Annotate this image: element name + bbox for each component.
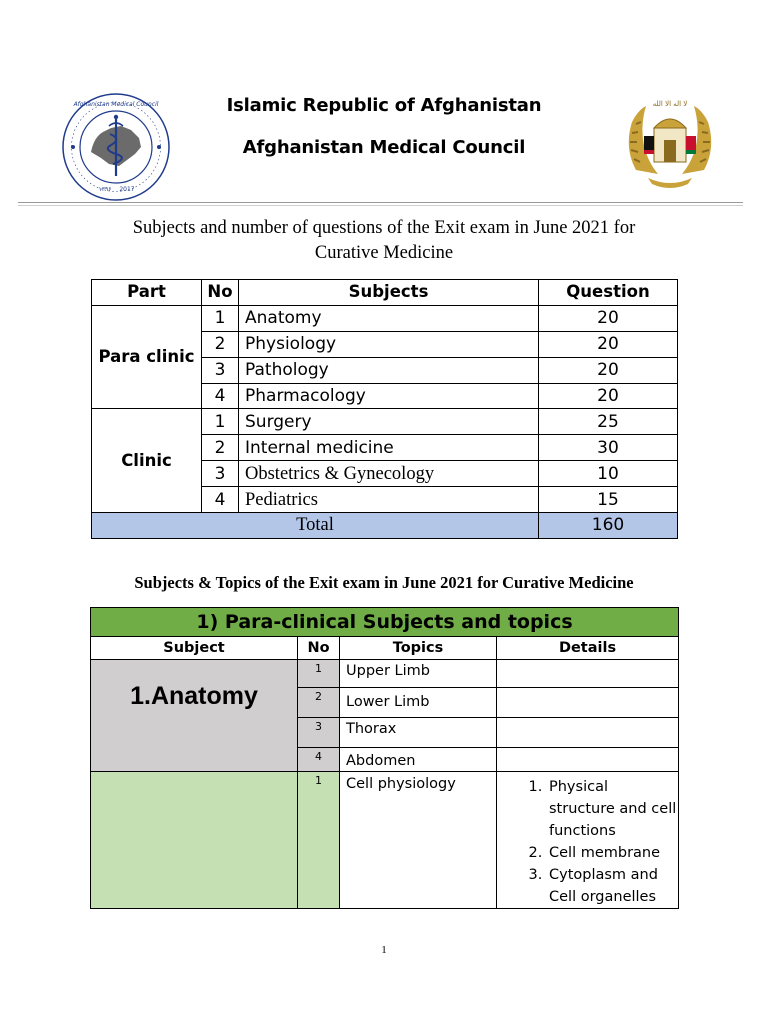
header-divider xyxy=(18,202,743,203)
row-details xyxy=(497,718,679,748)
table-row xyxy=(92,409,678,435)
row-question: 10 xyxy=(539,461,678,487)
table-row xyxy=(92,305,678,331)
row-no: 3 xyxy=(202,461,239,487)
total-label: Total xyxy=(92,513,539,539)
header-topics: Topics xyxy=(340,637,497,660)
svg-text:۱۳۹۶: ۱۳۹۶ xyxy=(98,186,112,193)
row-details xyxy=(497,660,679,688)
row-no: 3 xyxy=(202,357,239,383)
table-header-row xyxy=(91,637,679,660)
row-no: 2 xyxy=(202,331,239,357)
total-row xyxy=(92,513,678,539)
row-subject: Pediatrics xyxy=(239,487,539,513)
details-item: 1. Physical structure and cell functions xyxy=(547,776,678,842)
intro-line-1: Subjects and number of questions of the Exit exam in June 2021 for xyxy=(132,218,636,238)
page-number: 1 xyxy=(381,944,387,956)
row-subject: Pathology xyxy=(239,357,539,383)
svg-text:Afghanistan Medical Council: Afghanistan Medical Council xyxy=(73,101,159,108)
row-question: 25 xyxy=(539,409,678,435)
row-details xyxy=(497,772,679,909)
details-item: 2. Cell membrane xyxy=(547,842,678,864)
row-question: 20 xyxy=(539,305,678,331)
country-title: Islamic Republic of Afghanistan xyxy=(226,95,542,116)
questions-count-table xyxy=(91,279,678,539)
header-no: No xyxy=(298,637,340,660)
row-details xyxy=(497,748,679,772)
section-title: Subjects & Topics of the Exit exam in June 2021 for Curative Medicine xyxy=(134,573,634,592)
row-no: 2 xyxy=(298,688,340,718)
subject-physiology xyxy=(91,772,298,909)
row-topic: Thorax xyxy=(340,718,497,748)
row-subject: Pharmacology xyxy=(239,383,539,409)
topics-table xyxy=(90,607,679,909)
intro-line-2: Curative Medicine xyxy=(314,243,454,263)
row-topic: Upper Limb xyxy=(340,660,497,688)
row-question: 30 xyxy=(539,435,678,461)
details-list xyxy=(497,772,678,908)
header-subjects: Subjects xyxy=(239,280,539,306)
intro-paragraph xyxy=(100,216,668,266)
row-subject: Internal medicine xyxy=(239,435,539,461)
row-subject: Surgery xyxy=(239,409,539,435)
part-para-clinic: Para clinic xyxy=(92,305,202,409)
row-topic: Lower Limb xyxy=(340,688,497,718)
row-subject: Physiology xyxy=(239,331,539,357)
row-no: 2 xyxy=(202,435,239,461)
row-no: 3 xyxy=(298,718,340,748)
header-part: Part xyxy=(92,280,202,306)
header-no: No xyxy=(202,280,239,306)
header-question: Question xyxy=(539,280,678,306)
svg-text:لا اله الا الله: لا اله الا الله xyxy=(652,100,688,108)
row-topic: Cell physiology xyxy=(340,772,497,909)
svg-text:2017: 2017 xyxy=(119,186,135,193)
header-details: Details xyxy=(497,637,679,660)
table-row xyxy=(91,660,679,688)
table-header-row xyxy=(92,280,678,306)
total-value: 160 xyxy=(539,513,678,539)
table-row xyxy=(91,772,679,909)
row-subject: Obstetrics & Gynecology xyxy=(239,461,539,487)
council-title: Afghanistan Medical Council xyxy=(242,137,526,158)
row-question: 20 xyxy=(539,357,678,383)
details-item: 3. Cytoplasm and Cell organelles xyxy=(547,864,678,908)
row-topic: Abdomen xyxy=(340,748,497,772)
row-no: 4 xyxy=(202,487,239,513)
part-clinic: Clinic xyxy=(92,409,202,513)
row-no: 1 xyxy=(298,660,340,688)
header-subject: Subject xyxy=(91,637,298,660)
row-question: 15 xyxy=(539,487,678,513)
row-no: 1 xyxy=(202,305,239,331)
row-details xyxy=(497,688,679,718)
row-question: 20 xyxy=(539,331,678,357)
row-question: 20 xyxy=(539,383,678,409)
row-no: 4 xyxy=(202,383,239,409)
row-no: 1 xyxy=(202,409,239,435)
section-banner: 1) Para-clinical Subjects and topics xyxy=(91,608,679,637)
row-no: 1 xyxy=(298,772,340,909)
subject-anatomy: 1.Anatomy xyxy=(91,660,298,772)
row-subject: Anatomy xyxy=(239,305,539,331)
row-no: 4 xyxy=(298,748,340,772)
header-divider-secondary xyxy=(18,205,743,206)
